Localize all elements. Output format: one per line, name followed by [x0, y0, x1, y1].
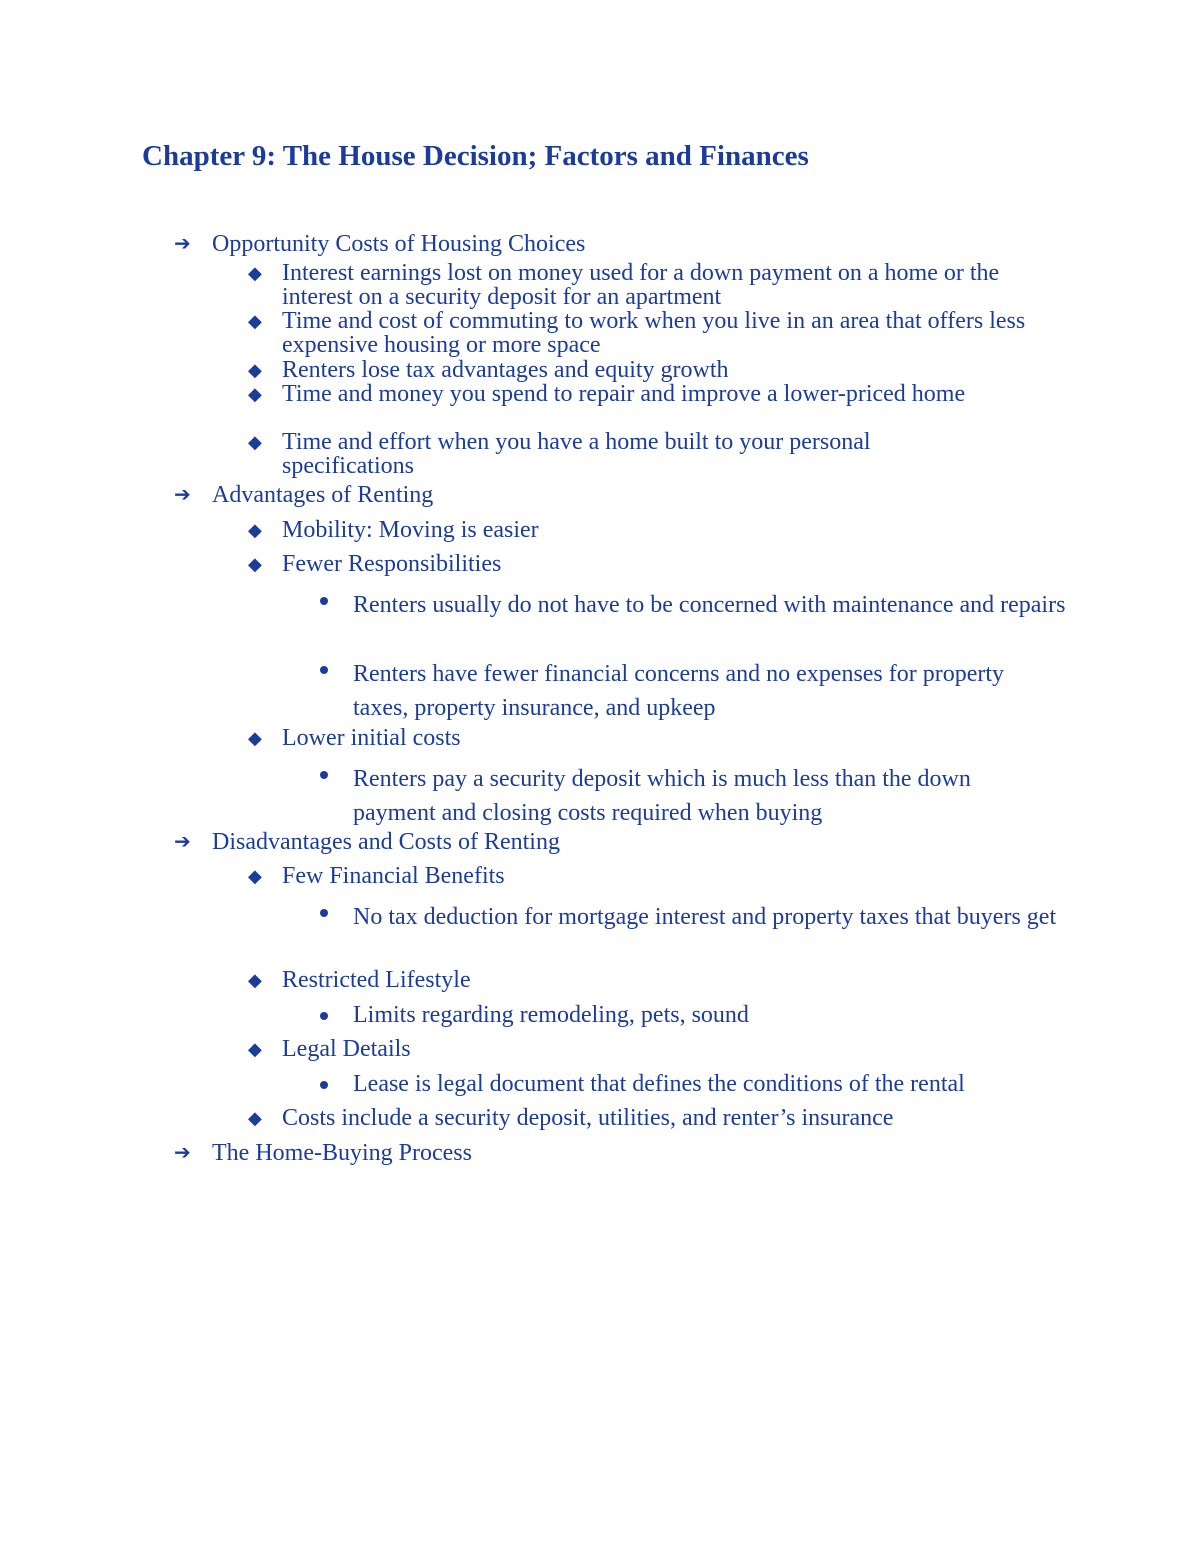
bullet-icon: [320, 1012, 328, 1020]
list-item-text: Time and cost of commuting to work when you live in an area that offers less expensive housing or more space: [282, 308, 1026, 358]
diamond-icon: ◆: [248, 384, 262, 404]
section-label: Opportunity Costs of Housing Choices: [212, 231, 586, 257]
section-label: Advantages of Renting: [212, 482, 434, 508]
list-item-text: Legal Details: [282, 1036, 411, 1062]
sub-list-item-text: Renters pay a security deposit which is much less than the down payment and closing costs required when buying: [353, 766, 971, 826]
list-item-text: Restricted Lifestyle: [282, 967, 471, 993]
diamond-icon: ◆: [248, 1039, 262, 1059]
list-item-text: Renters lose tax advantages and equity growth: [282, 357, 729, 383]
sub-list-item-text: Lease is legal document that defines the conditions of the rental: [353, 1071, 965, 1097]
arrow-icon: ➔: [174, 831, 191, 853]
sub-list-item-text: Limits regarding remodeling, pets, sound: [353, 1002, 749, 1028]
list-item-text: Few Financial Benefits: [282, 863, 505, 889]
list-item-text: Fewer Responsibilities: [282, 551, 502, 577]
list-item-text: Costs include a security deposit, utilities, and renter’s insurance: [282, 1105, 894, 1131]
diamond-icon: ◆: [248, 866, 262, 886]
bullet-icon: [320, 909, 328, 917]
diamond-icon: ◆: [248, 554, 262, 574]
sub-list-item-text: No tax deduction for mortgage interest and property taxes that buyers get: [353, 904, 1057, 930]
arrow-icon: ➔: [174, 233, 191, 255]
bullet-icon: [320, 597, 328, 605]
bullet-icon: [320, 1081, 328, 1089]
bullet-icon: [320, 666, 328, 674]
page-title: Chapter 9: The House Decision; Factors and Finances: [142, 140, 809, 172]
section-label: The Home-Buying Process: [212, 1140, 472, 1166]
diamond-icon: ◆: [248, 728, 262, 748]
diamond-icon: ◆: [248, 520, 262, 540]
section-label: Disadvantages and Costs of Renting: [212, 829, 560, 855]
diamond-icon: ◆: [248, 311, 262, 331]
bullet-icon: [320, 771, 328, 779]
arrow-icon: ➔: [174, 484, 191, 506]
diamond-icon: ◆: [248, 970, 262, 990]
diamond-icon: ◆: [248, 1108, 262, 1128]
diamond-icon: ◆: [248, 263, 262, 283]
arrow-icon: ➔: [174, 1142, 191, 1164]
list-item-text: Interest earnings lost on money used for a down payment on a home or the interest on a security deposit for an apartment: [282, 260, 1000, 310]
list-item-text: Lower initial costs: [282, 725, 461, 751]
diamond-icon: ◆: [248, 360, 262, 380]
sub-list-item-text: Renters usually do not have to be concerned with maintenance and repairs: [353, 592, 1066, 618]
list-item-text: Time and money you spend to repair and improve a lower-priced home: [282, 381, 966, 407]
list-item-text: Mobility: Moving is easier: [282, 517, 539, 543]
list-item-text: Time and effort when you have a home built to your personal specifications: [282, 429, 871, 479]
sub-list-item-text: Renters have fewer financial concerns and no expenses for property taxes, property insurance, and upkeep: [353, 661, 1005, 721]
diamond-icon: ◆: [248, 432, 262, 452]
